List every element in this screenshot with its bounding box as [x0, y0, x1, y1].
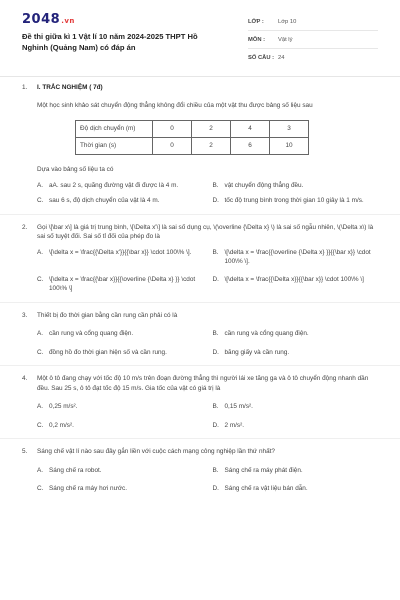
option-letter: C. — [37, 348, 44, 356]
question-text: Gọi \[\bar x\] là giá trị trung bình, \[\Delta x'\] là sai số dụng cụ, \(\overline {\Delta x} \) là sai số ngẫu nhiên, \(\Delta x\) là sai số tuyệt đối. Sai số tỉ đối của phép đo là — [37, 223, 374, 240]
option-letter: D. — [212, 421, 219, 429]
question-divider — [0, 214, 400, 215]
option-text: cần rung và cổng quang điện. — [224, 330, 309, 337]
option-text: 2 m/s². — [224, 421, 245, 429]
option-d[interactable] — [213, 348, 379, 358]
option-text: vật chuyển động thẳng đều. — [224, 181, 304, 189]
option-a[interactable] — [37, 466, 203, 476]
option-letter: C. — [37, 485, 44, 492]
option-letter: B. — [212, 403, 219, 410]
question-number: 1. — [22, 84, 28, 91]
question-1 — [22, 83, 378, 206]
option-text: \[\delta x = \frac{{\Delta x'}}{{\bar x}} \cdot 100\% \]. — [49, 248, 192, 256]
option-letter: B. — [212, 466, 219, 474]
option-d[interactable] — [213, 484, 379, 494]
question-text: Một học sinh khảo sát chuyển động thẳng không đổi chiều của một vật thu được bảng số liệu sau — [37, 101, 313, 109]
option-text: Sáng chế ra robot. — [49, 466, 102, 474]
option-letter: D. — [212, 197, 219, 204]
meta-count — [248, 49, 378, 66]
answer-options — [37, 181, 378, 206]
meta-count-key: SỐ CÂU : — [248, 54, 275, 61]
option-c[interactable] — [37, 484, 203, 494]
option-c[interactable] — [37, 196, 203, 206]
answer-options — [37, 329, 378, 357]
option-text: \[\delta x = \frac{{\Delta x}}{{\bar x}} \cdot 100\% \] — [224, 275, 364, 283]
question-text: Thiết bị đo thời gian bằng cần rung cần phải có là — [37, 311, 178, 319]
meta-grade-key: LỚP : — [248, 18, 264, 25]
option-text: 0,25 m/s². — [49, 403, 78, 410]
question-divider — [0, 365, 400, 366]
table-cell: 0 — [153, 138, 192, 155]
option-letter: A. — [37, 330, 44, 337]
option-letter: A. — [37, 181, 44, 189]
question-5 — [22, 447, 378, 494]
question-divider — [0, 438, 400, 439]
option-b[interactable] — [213, 181, 379, 191]
question-3 — [22, 311, 378, 358]
section-heading: I. TRẮC NGHIỆM ( 7đ) — [37, 84, 103, 91]
question-text: Một ô tô đang chạy với tốc độ 10 m/s trên đoạn đường thẳng thì người lái xe tăng ga và ô tô chuyển động nhanh dần đều. Sau 25 s, ô tô đạt tốc độ 15 m/s. Gia tốc của vật có giá trị là — [37, 375, 369, 392]
meta-subject — [248, 31, 378, 49]
question-number: 5. — [22, 448, 28, 455]
option-letter: D. — [212, 348, 219, 356]
option-c[interactable] — [37, 275, 203, 294]
logo-suffix: .vn — [61, 17, 75, 25]
option-letter: D. — [212, 485, 219, 492]
option-a[interactable] — [37, 181, 203, 191]
option-d[interactable] — [213, 196, 379, 206]
table-cell: 10 — [270, 138, 309, 155]
question-number: 3. — [22, 311, 28, 319]
table-cell: 2 — [192, 138, 231, 155]
option-text: 0,2 m/s². — [49, 421, 74, 429]
question-2 — [22, 223, 378, 294]
option-text: tốc độ trung bình trong thời gian 10 giây là 1 m/s. — [224, 197, 364, 204]
answer-options — [37, 402, 378, 430]
option-letter: C. — [37, 421, 44, 429]
option-a[interactable] — [37, 402, 203, 412]
option-b[interactable] — [213, 248, 379, 267]
option-letter: A. — [37, 248, 44, 256]
answer-options — [37, 466, 378, 494]
option-letter: B. — [212, 181, 219, 189]
option-letter: C. — [37, 197, 44, 204]
table-cell: 0 — [153, 121, 192, 138]
option-letter: D. — [212, 275, 219, 283]
question-number: 2. — [22, 223, 28, 231]
option-c[interactable] — [37, 348, 203, 358]
option-text: \[\delta x = \frac{{\bar x}}{{\overline {\Delta x} }} \cdot 100\% \] — [49, 275, 196, 292]
header-divider — [0, 76, 400, 77]
question-4 — [22, 374, 378, 430]
table-row — [76, 138, 309, 155]
meta-count-value: 24 — [278, 54, 285, 61]
option-c[interactable] — [37, 421, 203, 431]
answer-options — [37, 248, 378, 294]
option-text: băng giấy và cần rung. — [224, 348, 290, 356]
option-text: 0,15 m/s². — [224, 403, 253, 410]
table-row — [76, 121, 309, 138]
option-text: Sáng chế ra máy phát điện. — [224, 466, 303, 474]
option-letter: B. — [212, 330, 219, 337]
site-logo[interactable] — [22, 12, 75, 27]
option-b[interactable] — [213, 466, 379, 476]
option-text: cần rung và cổng quang điện. — [49, 330, 134, 337]
option-b[interactable] — [213, 402, 379, 412]
table-cell: 4 — [231, 121, 270, 138]
option-letter: C. — [37, 275, 44, 283]
option-b[interactable] — [213, 329, 379, 339]
option-text: \[\delta x = \frac{{\overline {\Delta x} }}{{\bar x}} \cdot 100\% \]. — [224, 248, 371, 265]
option-text: sau 6 s, độ dịch chuyển của vật là 4 m. — [49, 197, 160, 204]
question-followup: Dựa vào bảng số liệu ta có — [37, 166, 114, 173]
table-cell: 3 — [270, 121, 309, 138]
option-a[interactable] — [37, 329, 203, 339]
meta-grade — [248, 13, 378, 31]
meta-grade-value: Lớp 10 — [278, 18, 297, 25]
option-d[interactable] — [213, 275, 379, 294]
meta-subject-value: Vật lý — [278, 36, 293, 43]
table-cell: 6 — [231, 138, 270, 155]
option-d[interactable] — [213, 421, 379, 431]
table-cell: Thời gian (s) — [76, 138, 153, 155]
option-letter: A. — [37, 403, 44, 410]
meta-subject-key: MÔN : — [248, 36, 266, 43]
option-text: đồng hồ đo thời gian hiện số và cần rung. — [49, 348, 167, 356]
table-cell: Độ dịch chuyển (m) — [76, 121, 153, 138]
option-a[interactable] — [37, 248, 203, 267]
option-text: Sáng chế ra vật liệu bán dẫn. — [224, 485, 308, 492]
option-letter: A. — [37, 466, 44, 474]
option-text: aA. sau 2 s, quãng đường vật đi được là 4 m. — [49, 181, 179, 189]
question-list — [22, 80, 378, 494]
option-text: Sáng chế ra máy hơi nước. — [49, 485, 128, 492]
data-table — [75, 120, 309, 155]
option-letter: B. — [212, 248, 219, 256]
table-cell: 2 — [192, 121, 231, 138]
exam-meta — [248, 13, 378, 66]
logo-text: 2048 — [22, 12, 61, 27]
question-number: 4. — [22, 375, 28, 382]
question-text: Sáng chế vật lí nào sau đây gắn liền với cuộc cách mạng công nghiệp lần thứ nhất? — [37, 448, 275, 455]
exam-title: Đề thi giữa kì 1 Vật lí 10 năm 2024-2025 THPT Hồ Nghinh (Quảng Nam) có đáp án — [22, 32, 198, 52]
question-divider — [0, 302, 400, 303]
